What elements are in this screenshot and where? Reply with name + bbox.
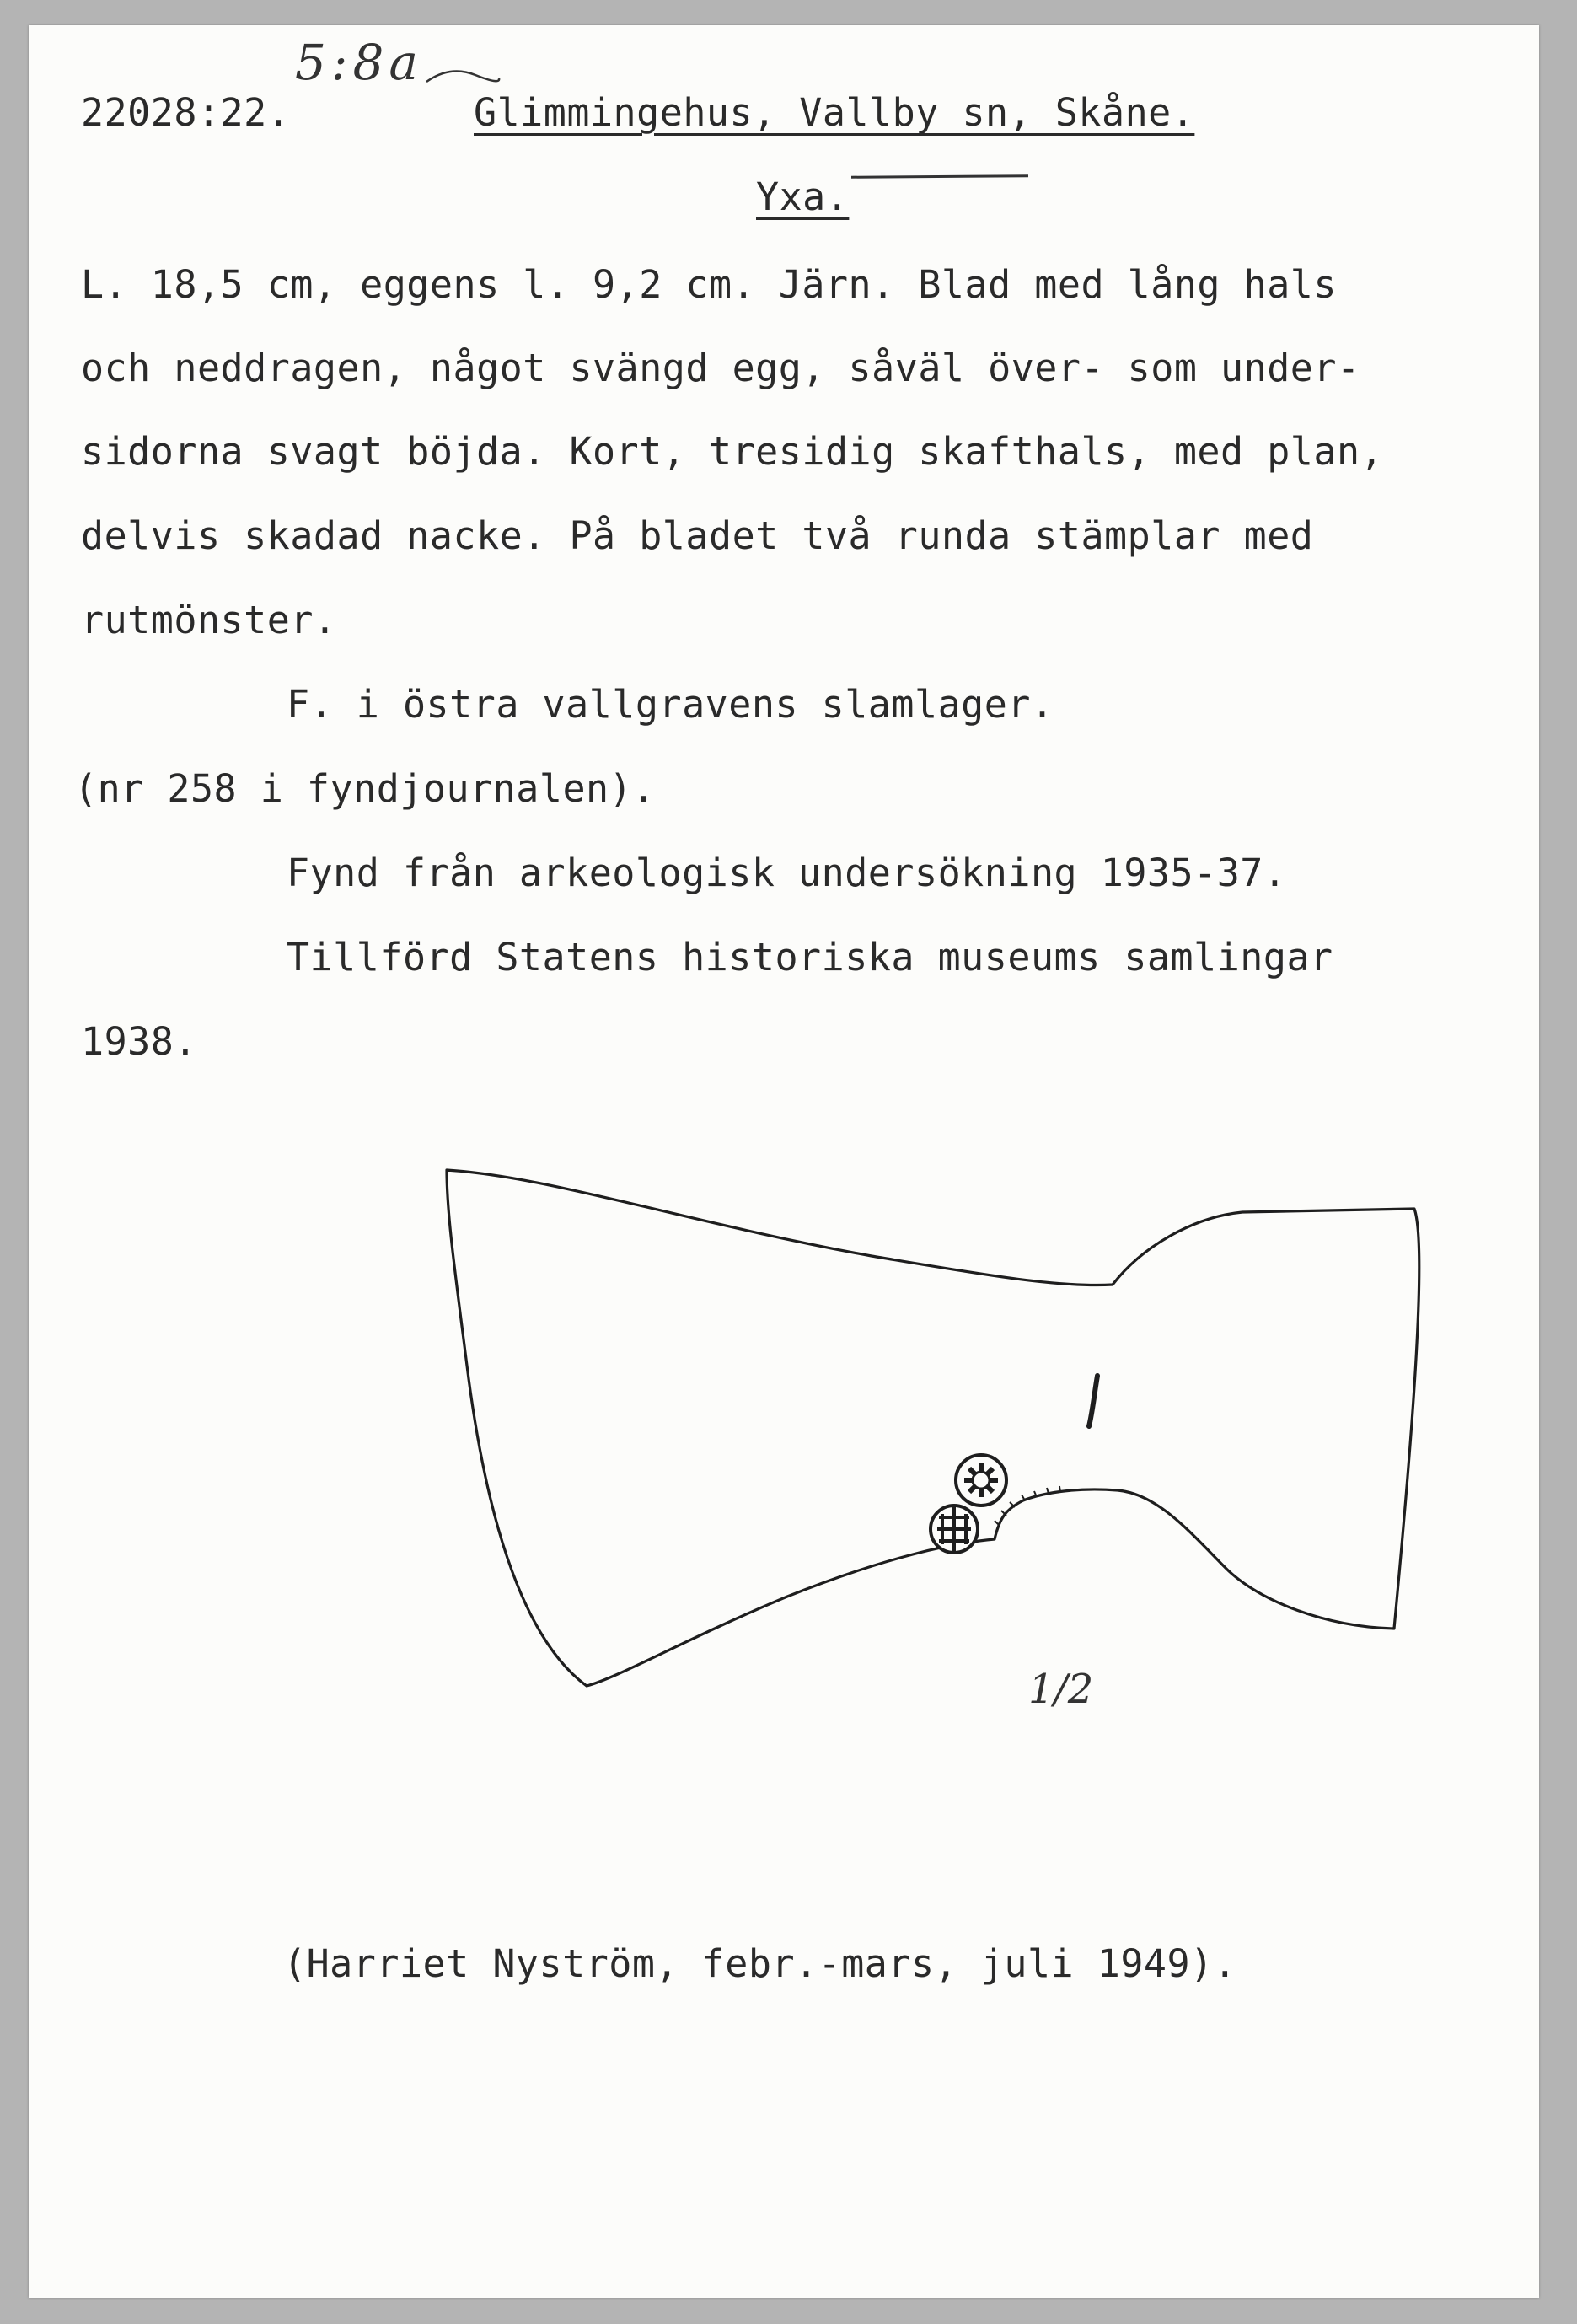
description-line-4: delvis skadad nacke. På bladet två runda stämplar med	[81, 513, 1314, 558]
site-location: Glimmingehus, Vallby sn, Skåne.	[474, 90, 1195, 135]
damage-mark	[1089, 1376, 1097, 1426]
acquisition-line-1: Tillförd Statens historiska museums samlingar	[287, 935, 1333, 980]
scale-label: 1/2	[1028, 1666, 1094, 1713]
axe-outline	[447, 1170, 1419, 1686]
description-line-1: L. 18,5 cm, eggens l. 9,2 cm. Järn. Blad med lång hals	[81, 262, 1337, 307]
object-name: Yxa.	[756, 174, 850, 219]
axe-drawing	[433, 1146, 1462, 1753]
journal-reference: (nr 258 i fyndjournalen).	[74, 766, 656, 811]
author-note: (Harriet Nyström, febr.-mars, juli 1949).	[283, 1941, 1237, 1986]
handwritten-flourish	[425, 63, 501, 89]
find-context: F. i östra vallgravens slamlager.	[287, 682, 1054, 727]
description-line-5: rutmönster.	[81, 598, 337, 642]
stamp-lower	[931, 1506, 978, 1553]
catalog-card	[29, 25, 1539, 2298]
stamp-upper	[956, 1455, 1006, 1506]
description-line-3: sidorna svagt böjda. Kort, tresidig skafthals, med plan,	[81, 429, 1384, 474]
site-location-double-rule	[851, 174, 1028, 178]
acquisition-line-2: 1938.	[81, 1019, 197, 1064]
description-line-2: och neddragen, något svängd egg, såväl över- som under-	[81, 346, 1360, 390]
catalog-number: 22028:22.	[81, 90, 291, 135]
handwritten-reference: 5:8a	[295, 34, 423, 91]
excavation-note: Fynd från arkeologisk undersökning 1935-37.	[287, 851, 1287, 895]
